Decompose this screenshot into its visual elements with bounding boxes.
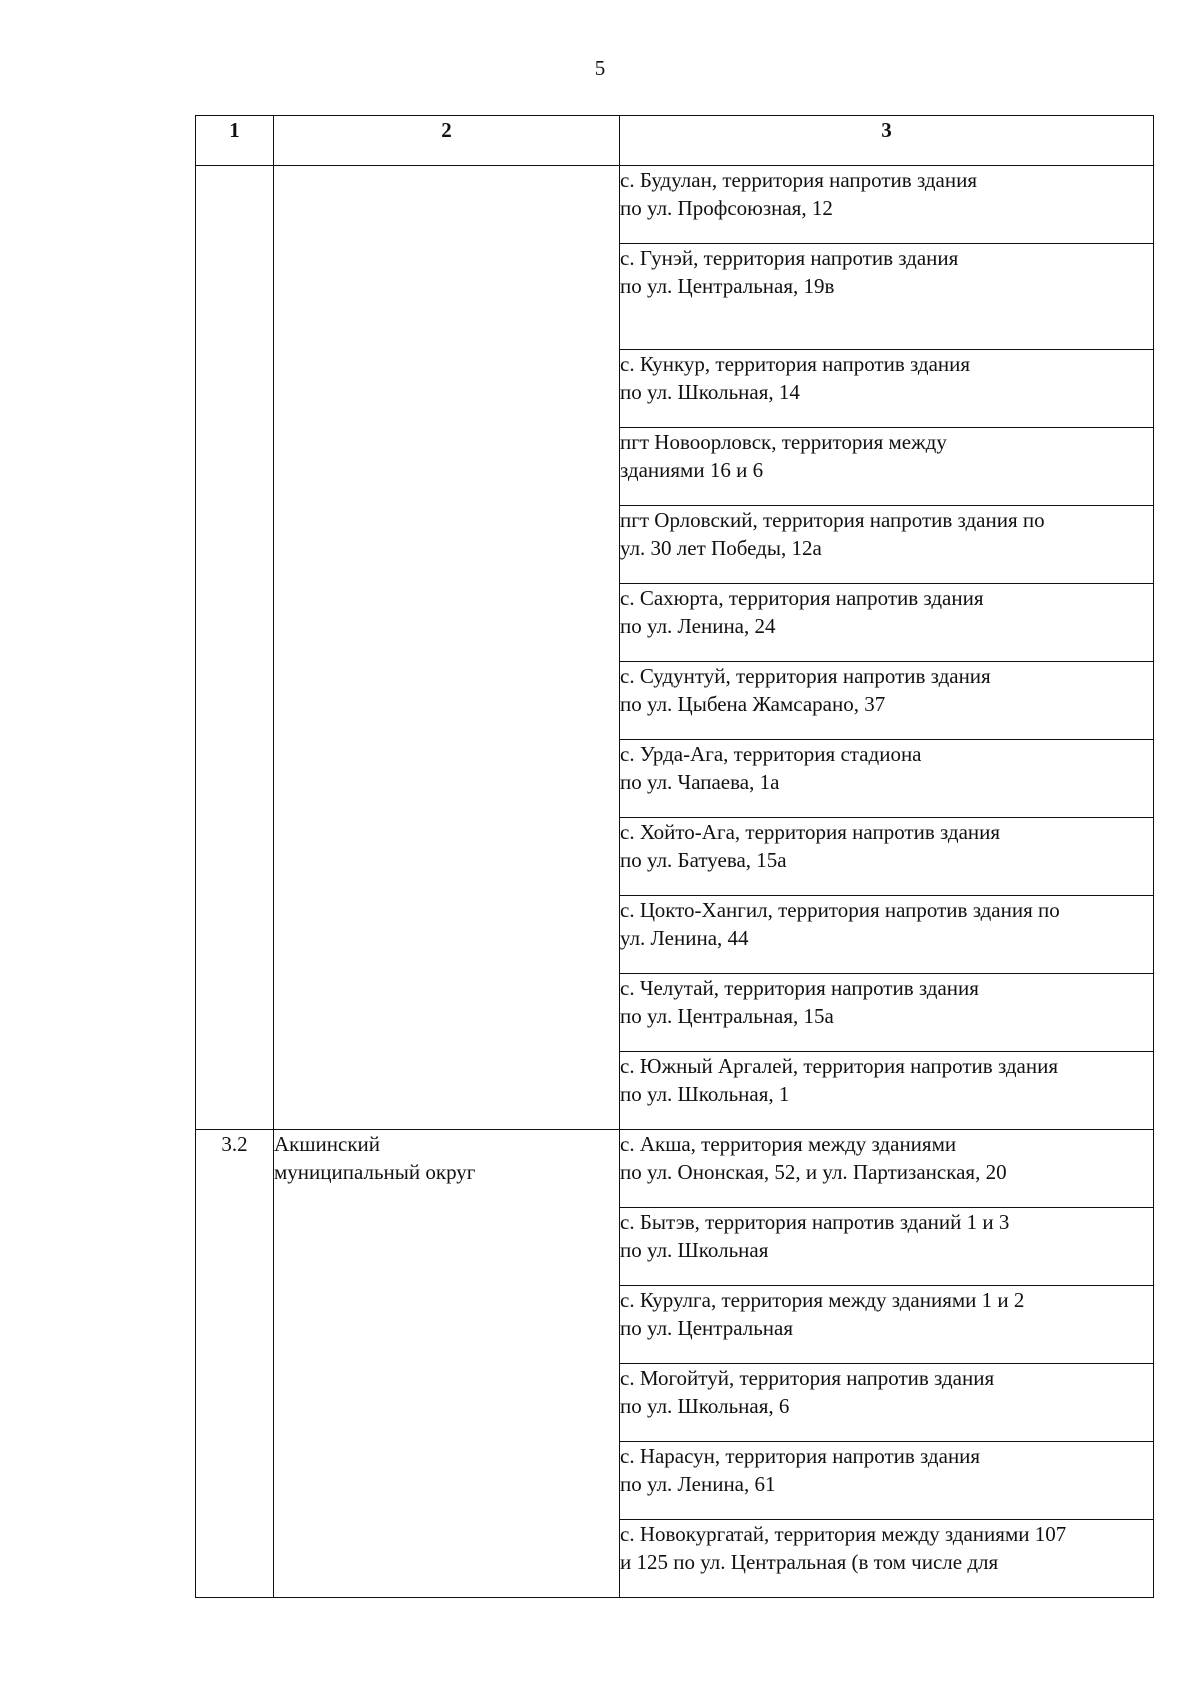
location-cell: с. Южный Аргалей, территория напротив здания по ул. Школьная, 1 [620, 1052, 1154, 1130]
location-cell: с. Урда-Ага, территория стадиона по ул. Чапаева, 1а [620, 740, 1154, 818]
locations-table [195, 115, 1154, 1598]
page-number: 5 [594, 56, 606, 80]
location-cell: с. Курулга, территория между зданиями 1 и 2 по ул. Центральная [620, 1286, 1154, 1364]
district-name: Акшинский муниципальный округ [274, 1130, 620, 1598]
location-cell: с. Цокто-Хангил, территория напротив здания по ул. Ленина, 44 [620, 896, 1154, 974]
location-cell: с. Могойтуй, территория напротив здания по ул. Школьная, 6 [620, 1364, 1154, 1442]
location-cell: с. Челутай, территория напротив здания по ул. Центральная, 15а [620, 974, 1154, 1052]
table-row [196, 1130, 1154, 1208]
location-cell: с. Нарасун, территория напротив здания по ул. Ленина, 61 [620, 1442, 1154, 1520]
location-cell: с. Сахюрта, территория напротив здания по ул. Ленина, 24 [620, 584, 1154, 662]
location-cell: с. Хойто-Ага, территория напротив здания по ул. Батуева, 15а [620, 818, 1154, 896]
location-cell: пгт Новоорловск, территория между зданиями 16 и 6 [620, 428, 1154, 506]
header-col-3: 3 [620, 116, 1154, 166]
location-cell: пгт Орловский, территория напротив здания по ул. 30 лет Победы, 12а [620, 506, 1154, 584]
empty-district-cell [274, 166, 620, 1130]
section-number: 3.2 [196, 1130, 274, 1598]
location-cell: с. Акша, территория между зданиями по ул. Ононская, 52, и ул. Партизанская, 20 [620, 1130, 1154, 1208]
location-cell: с. Гунэй, территория напротив здания по ул. Центральная, 19в [620, 244, 1154, 350]
location-cell: с. Судунтуй, территория напротив здания по ул. Цыбена Жамсарано, 37 [620, 662, 1154, 740]
table-row [196, 166, 1154, 244]
table-header [196, 116, 1154, 166]
location-cell: с. Бытэв, территория напротив зданий 1 и 3 по ул. Школьная [620, 1208, 1154, 1286]
header-col-2: 2 [274, 116, 620, 166]
location-cell: с. Будулан, территория напротив здания по ул. Профсоюзная, 12 [620, 166, 1154, 244]
header-col-1: 1 [196, 116, 274, 166]
location-cell: с. Кункур, территория напротив здания по ул. Школьная, 14 [620, 350, 1154, 428]
empty-number-cell [196, 166, 274, 1130]
location-cell: с. Новокургатай, территория между зданиями 107 и 125 по ул. Центральная (в том числе для [620, 1520, 1154, 1598]
